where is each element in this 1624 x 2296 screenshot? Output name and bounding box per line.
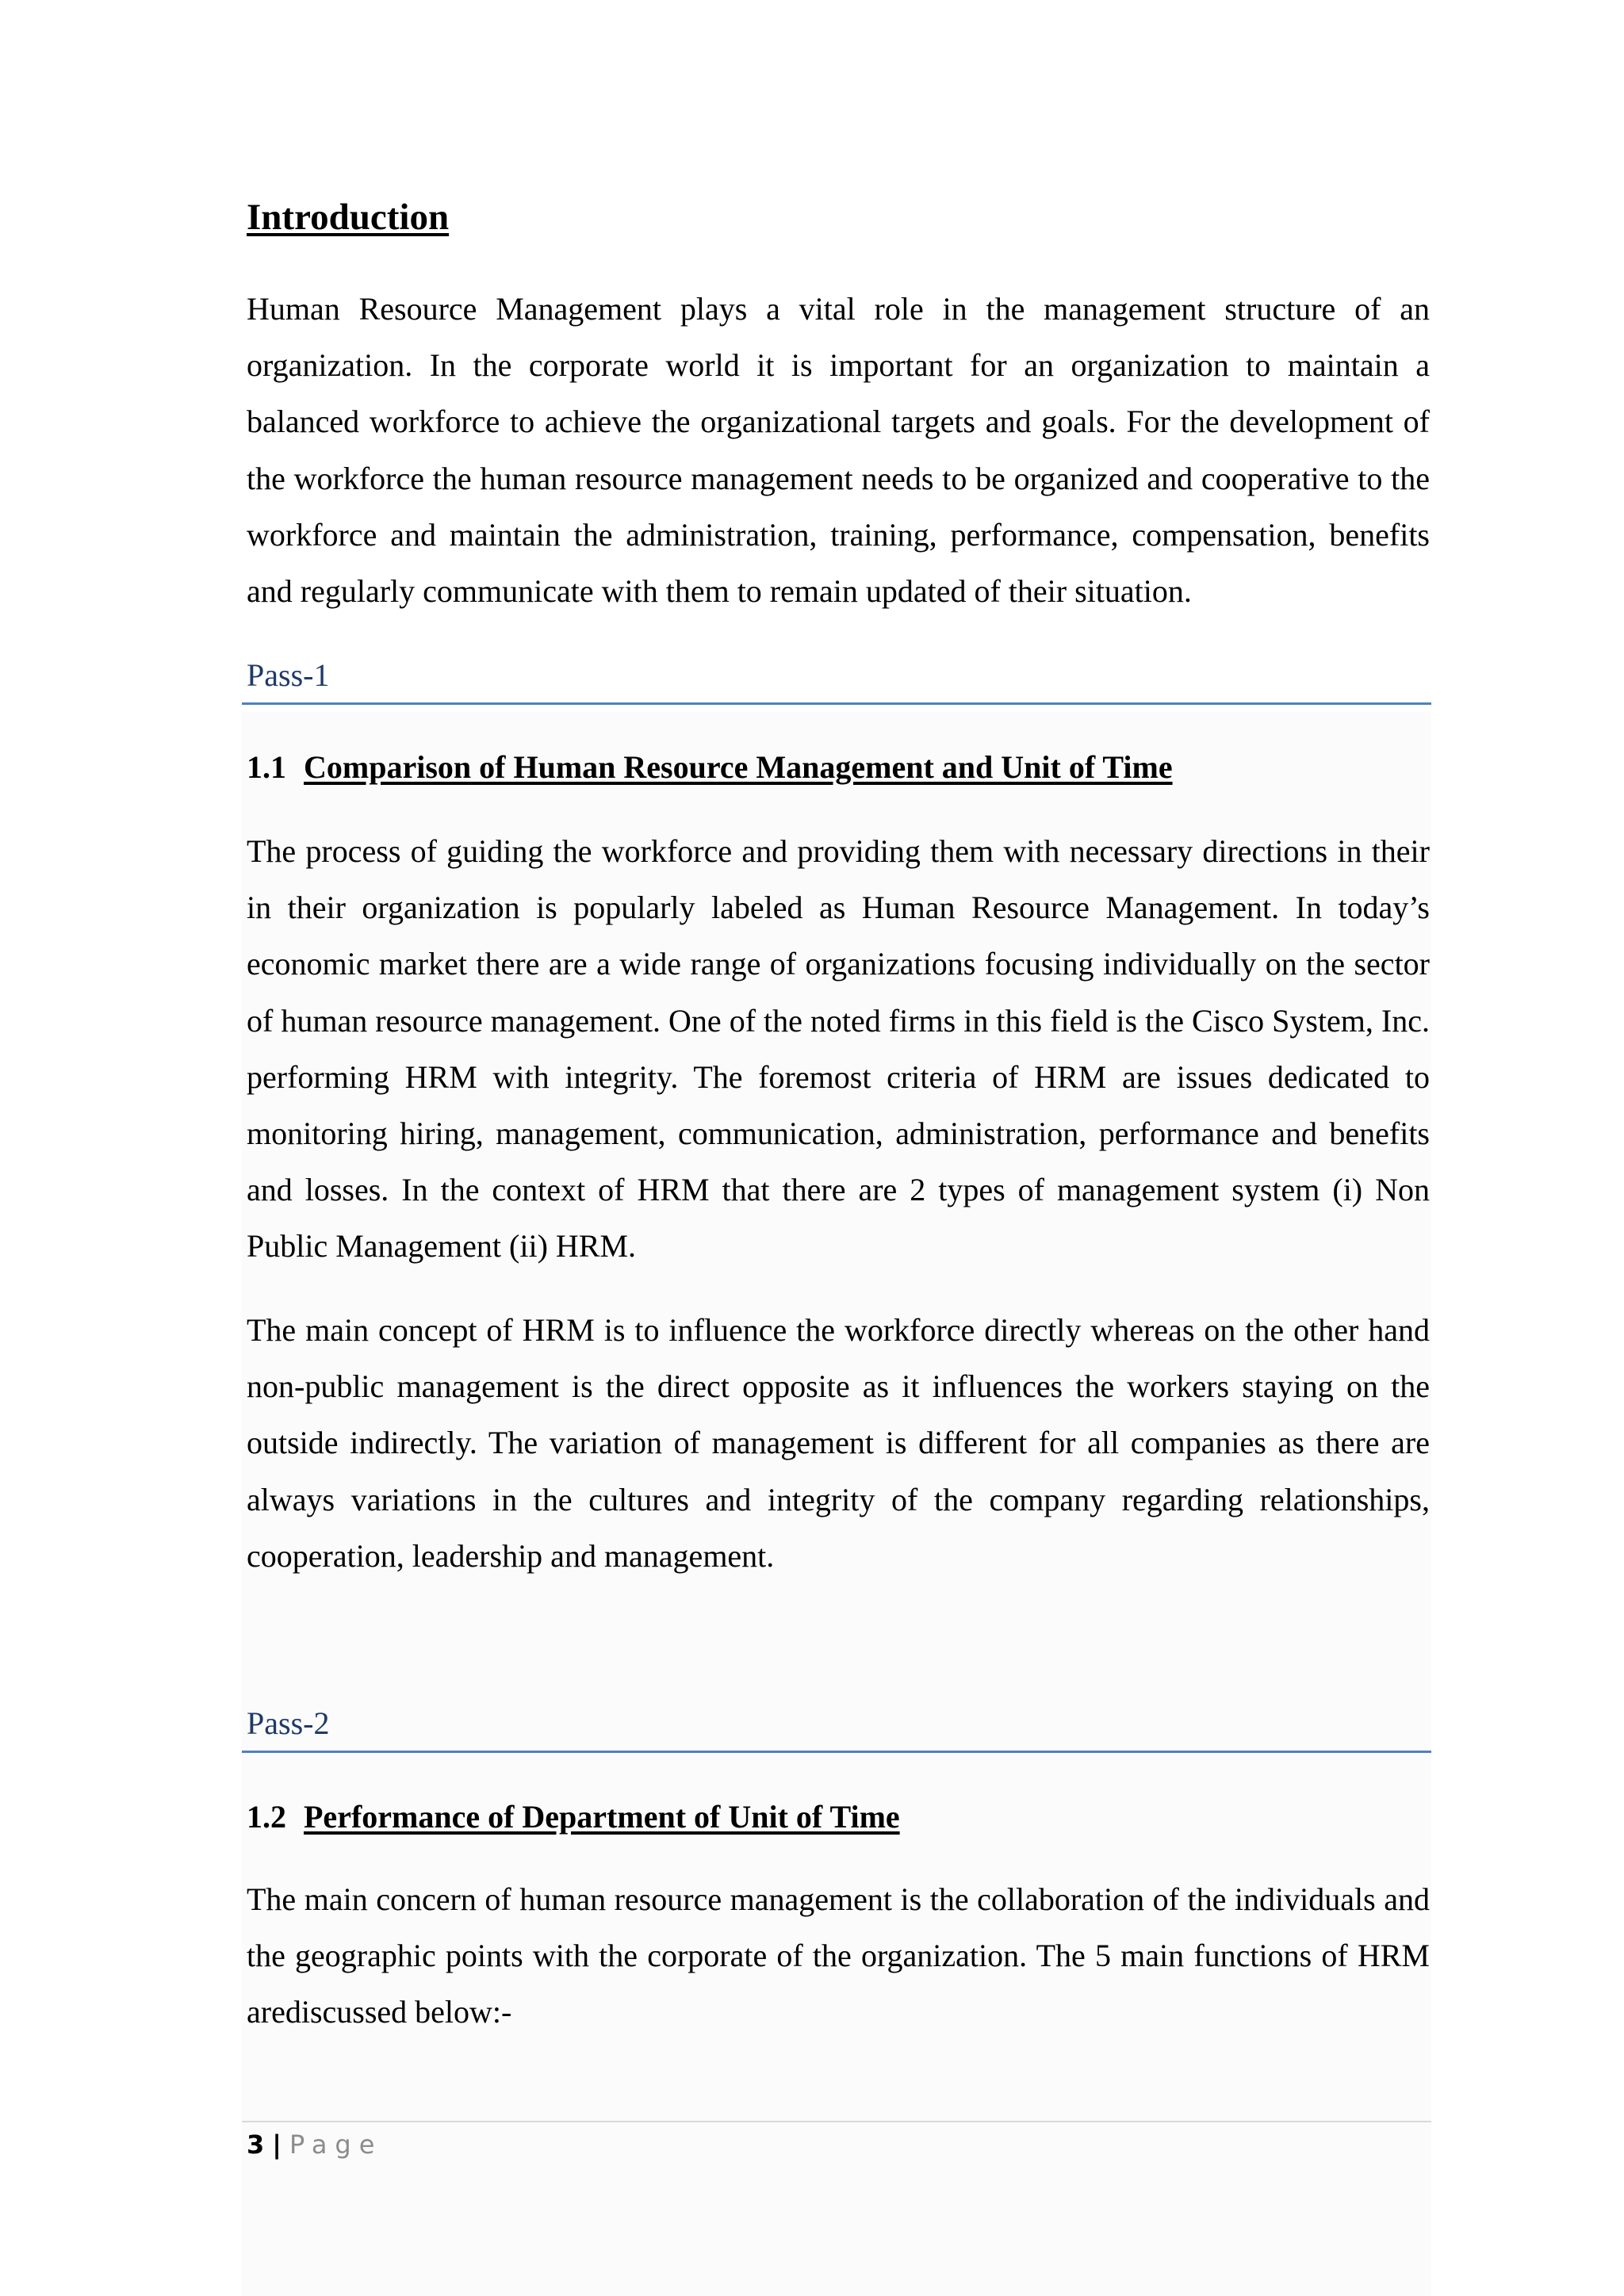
pass-1-label: Pass-1 [247,657,330,693]
section-1-2-heading [247,1793,900,1841]
pass-1-divider [242,702,1431,705]
pass-2-divider [242,1751,1431,1753]
section-1-1-heading [247,744,1173,791]
section-1-1-paragraph-2: The main concept of HRM is to influence the workforce directly whereas on the other hand non-public management is the direct opposite as it influences the workers staying on the outside indirectly. The variation of management is different for all companies as there are always variations in the cultures and integrity of the company regarding relationships, cooperation, leadership and management. [247,1312,1430,1574]
section-1-1-paragraph-1: The process of guiding the workforce and providing them with necessary directions in their in their organization is popularly labeled as Human Resource Management. In today’s economic market there are a wide range of organizations focusing individually on the sector of human resource management. One of the noted firms in this field is the Cisco System, Inc. performing HRM with integrity. The foremost criteria of HRM are issues dedicated to monitoring hiring, management, communication, administration, performance and benefits and losses. In the context of HRM that there are 2 types of management system (i) Non Public Management (ii) HRM. [247,833,1430,1265]
section-1-1-number: 1.1 [247,749,286,785]
section-1-2-title: Performance of Department of Unit of Time [304,1799,900,1835]
section-1-2-paragraph: The main concern of human resource management is the collaboration of the individuals and the geographic points with the corporate of the organization. The 5 main functions of HRM arediscussed below:- [247,1881,1430,2030]
introduction-heading: Introduction [247,197,450,238]
section-1-2-number: 1.2 [247,1799,286,1835]
footer-divider [242,2121,1431,2122]
page-label: Page [289,2130,383,2160]
page-footer [247,2126,382,2163]
pass-2-label: Pass-2 [247,1705,330,1741]
section-1-1-title: Comparison of Human Resource Management and Unit of Time [304,749,1173,785]
footer-separator: | [272,2130,282,2160]
introduction-paragraph: Human Resource Management plays a vital role in the management structure of an organization. In the corporate world it is important for an organization to maintain a balanced workforce to achieve the organizational targets and goals. For the development of the workforce the human resource management needs to be organized and cooperative to the workforce and maintain the administration, training, performance, compensation, benefits and regularly communicate with them to remain updated of their situation. [247,291,1430,610]
page-number: 3 [247,2130,265,2160]
